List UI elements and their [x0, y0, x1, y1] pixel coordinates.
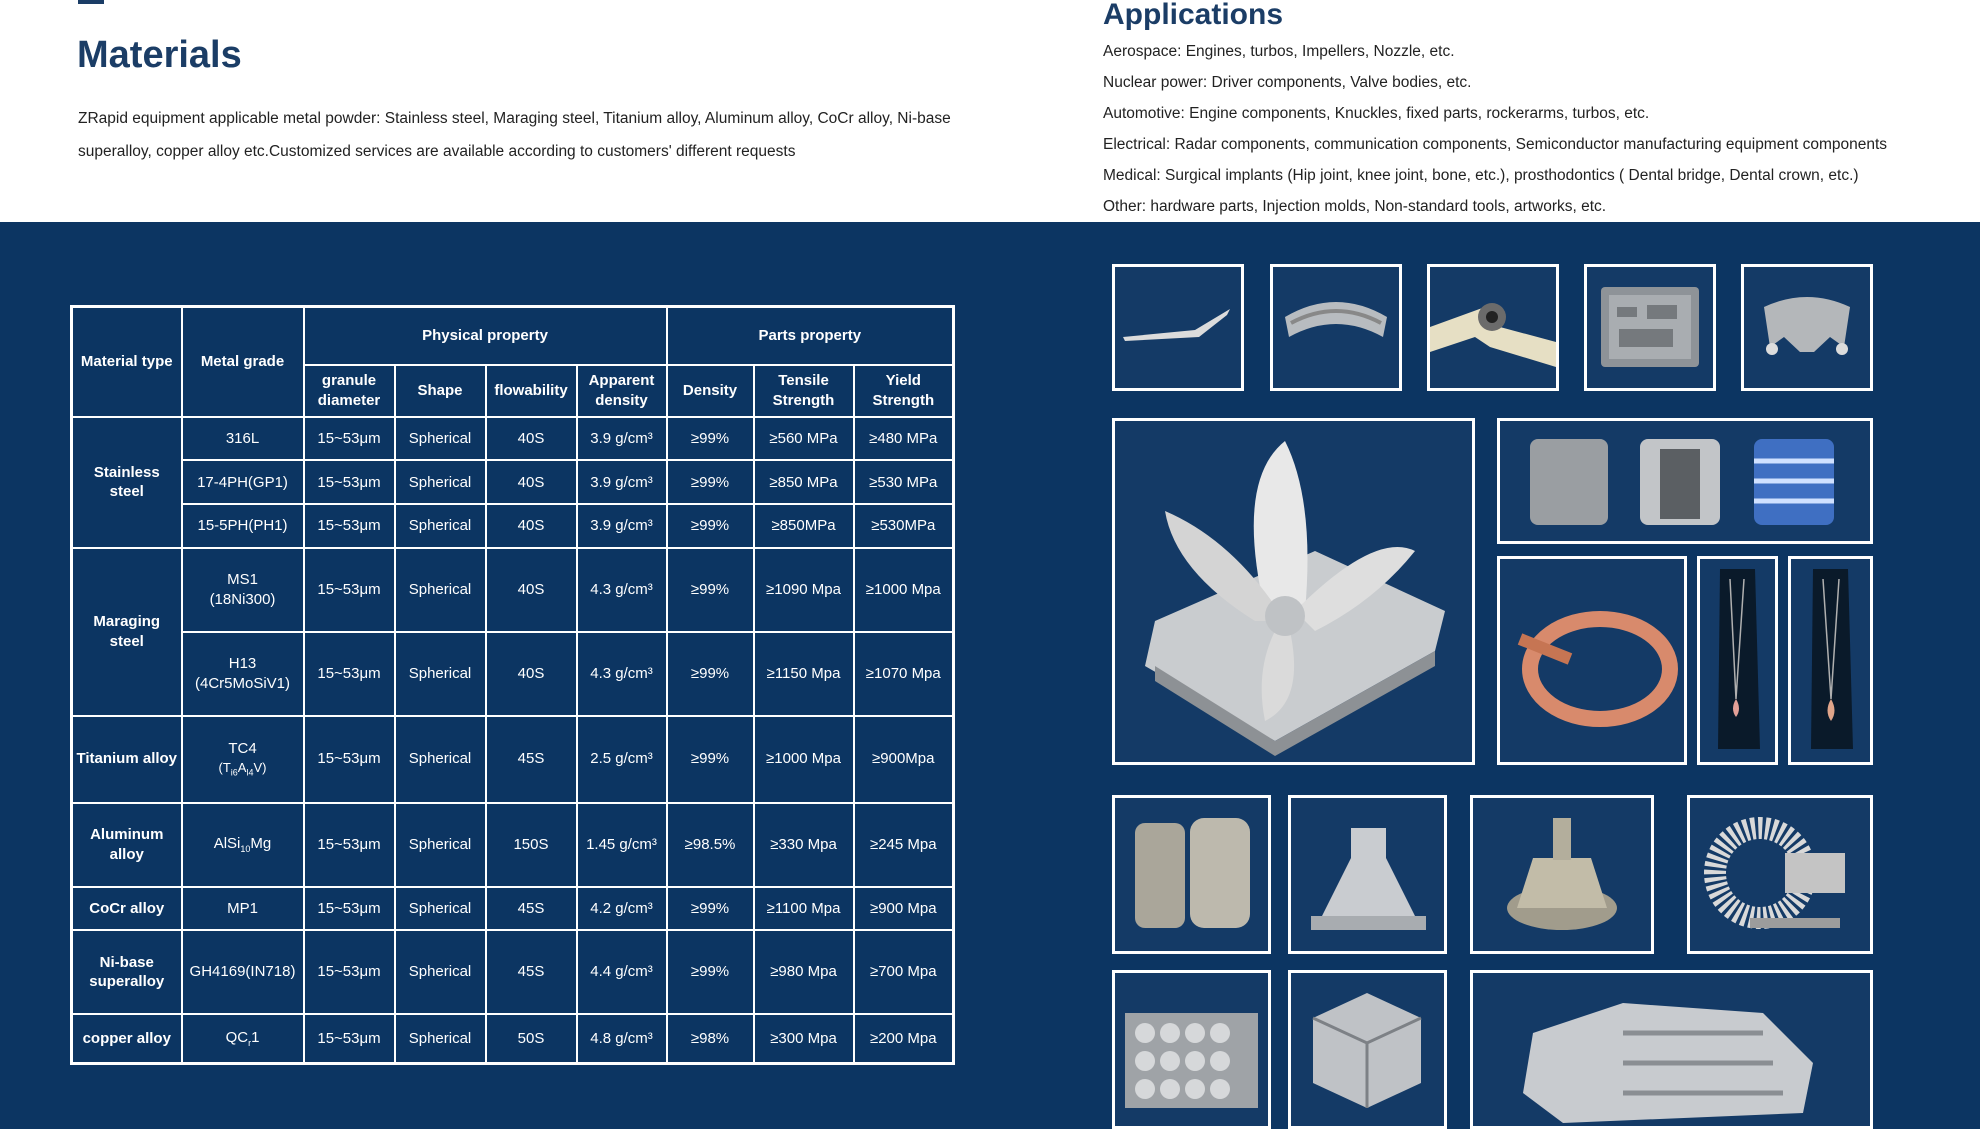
impeller-base-photo — [1470, 795, 1654, 954]
formula-subscript: i6 — [230, 767, 238, 778]
tensile-cell: ≥560 MPa — [754, 417, 854, 461]
density-cell: ≥98.5% — [667, 803, 754, 887]
header-density: Density — [667, 365, 754, 417]
grade-cell: MP1 — [182, 887, 304, 931]
valve-sleeves-photo — [1497, 418, 1873, 544]
shape-cell: Spherical — [395, 417, 486, 461]
table-row — [72, 716, 954, 803]
granule-cell: 15~53μm — [304, 632, 395, 716]
table-row — [72, 548, 954, 632]
copper-coil-photo — [1497, 556, 1687, 765]
header-apparent-density: Apparent density — [577, 365, 667, 417]
density-cell: ≥98% — [667, 1014, 754, 1063]
yield-cell: ≥530 MPa — [854, 460, 954, 504]
header-flowability: flowability — [486, 365, 577, 417]
yield-cell: ≥245 Mpa — [854, 803, 954, 887]
grade-line: (4Cr5MoSiV1) — [194, 674, 291, 692]
cup-array-photo — [1112, 970, 1271, 1129]
application-item: Aerospace: Engines, turbos, Impellers, Nozzle, etc. — [1103, 43, 1455, 60]
shape-cell: Spherical — [395, 548, 486, 632]
shape-cell: Spherical — [395, 803, 486, 887]
shape-cell: Spherical — [395, 1014, 486, 1063]
flowability-cell: 150S — [486, 803, 577, 887]
materials-description: ZRapid equipment applicable metal powder: Stainless steel, Maraging steel, Titanium alloy, Aluminum alloy, CoCr alloy, Ni-base superalloy, copper alloy etc.Customized services are available according to customers' different requests — [78, 110, 951, 160]
table-row — [72, 887, 954, 931]
granule-cell: 15~53μm — [304, 417, 395, 461]
header-yield-strength: Yield Strength — [854, 365, 954, 417]
lattice-cube-photo — [1288, 970, 1447, 1129]
granule-cell: 15~53μm — [304, 803, 395, 887]
apparent-density-cell: 3.9 g/cm³ — [577, 504, 667, 548]
apparent-density-cell: 4.3 g/cm³ — [577, 632, 667, 716]
shape-cell: Spherical — [395, 887, 486, 931]
formula-part: V) — [253, 760, 267, 776]
density-cell: ≥99% — [667, 548, 754, 632]
formula-part: Mg — [250, 834, 272, 852]
application-item: Other: hardware parts, Injection molds, Non-standard tools, artworks, etc. — [1103, 198, 1607, 215]
yield-cell: ≥900Mpa — [854, 716, 954, 803]
shape-cell: Spherical — [395, 930, 486, 1014]
applications-title: Applications — [1103, 0, 1284, 31]
gearbox-photo — [1470, 970, 1873, 1129]
flowability-cell: 40S — [486, 417, 577, 461]
header-metal-grade: Metal grade — [182, 307, 304, 417]
flowability-cell: 40S — [486, 548, 577, 632]
yield-cell: ≥200 Mpa — [854, 1014, 954, 1063]
header-granule-diameter: granule diameter — [304, 365, 395, 417]
apparent-density-cell: 3.9 g/cm³ — [577, 417, 667, 461]
tensile-cell: ≥330 Mpa — [754, 803, 854, 887]
shape-cell: Spherical — [395, 632, 486, 716]
table-row — [72, 803, 954, 887]
apparent-density-cell: 4.8 g/cm³ — [577, 1014, 667, 1063]
formula-subscript: 10 — [240, 843, 251, 854]
materials-title: Materials — [77, 34, 242, 76]
grade-cell: 316L — [182, 417, 304, 461]
granule-cell: 15~53μm — [304, 716, 395, 803]
grade-cell — [182, 632, 304, 716]
shape-cell: Spherical — [395, 716, 486, 803]
apparent-density-cell: 4.3 g/cm³ — [577, 548, 667, 632]
grade-cell: 17-4PH(GP1) — [182, 460, 304, 504]
material-type-cell: Aluminum alloy — [72, 803, 182, 887]
grade-cell — [182, 803, 304, 887]
application-item: Automotive: Engine components, Knuckles, fixed parts, rockerarms, turbos, etc. — [1103, 105, 1650, 122]
tensile-cell: ≥300 Mpa — [754, 1014, 854, 1063]
grade-line: H13 — [228, 655, 257, 673]
header-parts-property: Parts property — [667, 307, 954, 365]
apparent-density-cell: 1.45 g/cm³ — [577, 803, 667, 887]
density-cell: ≥99% — [667, 887, 754, 931]
yield-cell: ≥480 MPa — [854, 417, 954, 461]
shape-cell: Spherical — [395, 460, 486, 504]
necklace-display-photo — [1788, 556, 1873, 765]
yield-cell: ≥530MPa — [854, 504, 954, 548]
density-cell: ≥99% — [667, 716, 754, 803]
hip-implant-photo — [1427, 264, 1559, 391]
flowability-cell: 50S — [486, 1014, 577, 1063]
dental-bridge-photo — [1270, 264, 1402, 391]
apparent-density-cell: 2.5 g/cm³ — [577, 716, 667, 803]
manifold-photo — [1288, 795, 1447, 954]
grade-cell — [182, 1014, 304, 1063]
mold-plate-photo — [1584, 264, 1716, 391]
grade-line: MS1 — [227, 571, 258, 589]
density-cell: ≥99% — [667, 930, 754, 1014]
flowability-cell: 40S — [486, 504, 577, 548]
housing-parts-photo — [1112, 795, 1271, 954]
grade-line: TC4 — [228, 739, 257, 757]
lattice-impeller-photo — [1112, 418, 1475, 765]
yield-cell: ≥1070 Mpa — [854, 632, 954, 716]
formula-part: QC — [225, 1028, 249, 1046]
turbine-engine-photo — [1687, 795, 1873, 954]
yield-cell: ≥900 Mpa — [854, 887, 954, 931]
materials-spec-table — [70, 305, 955, 1065]
material-type-cell: copper alloy — [72, 1014, 182, 1063]
flowability-cell: 40S — [486, 632, 577, 716]
grade-cell: 15-5PH(PH1) — [182, 504, 304, 548]
tensile-cell: ≥850MPa — [754, 504, 854, 548]
formula-part: AlSi — [213, 834, 241, 852]
granule-cell: 15~53μm — [304, 930, 395, 1014]
grade-formula — [218, 760, 267, 778]
header-physical-property: Physical property — [304, 307, 667, 365]
formula-part: A — [237, 760, 247, 776]
grade-line: (18Ni300) — [209, 590, 276, 608]
density-cell: ≥99% — [667, 504, 754, 548]
density-cell: ≥99% — [667, 632, 754, 716]
flowability-cell: 45S — [486, 930, 577, 1014]
flowability-cell: 45S — [486, 716, 577, 803]
material-type-cell: Ni-base superalloy — [72, 930, 182, 1014]
blade-photo — [1112, 264, 1244, 391]
table-row — [72, 460, 954, 504]
grade-cell — [182, 548, 304, 632]
formula-subscript: l4 — [246, 767, 254, 778]
tensile-cell: ≥1100 Mpa — [754, 887, 854, 931]
tensile-cell: ≥1000 Mpa — [754, 716, 854, 803]
formula-part: 1 — [251, 1028, 260, 1046]
granule-cell: 15~53μm — [304, 504, 395, 548]
grade-cell: GH4169(IN718) — [182, 930, 304, 1014]
tensile-cell: ≥1090 Mpa — [754, 548, 854, 632]
table-row — [72, 504, 954, 548]
density-cell: ≥99% — [667, 460, 754, 504]
material-type-cell: Titanium alloy — [72, 716, 182, 803]
apparent-density-cell: 4.4 g/cm³ — [577, 930, 667, 1014]
apparent-density-cell: 4.2 g/cm³ — [577, 887, 667, 931]
application-item: Electrical: Radar components, communication components, Semiconductor manufacturing equipment components — [1103, 136, 1888, 153]
material-type-cell: CoCr alloy — [72, 887, 182, 931]
formula-part: (T — [218, 760, 231, 776]
grade-cell — [182, 716, 304, 803]
granule-cell: 15~53μm — [304, 887, 395, 931]
application-item: Nuclear power: Driver components, Valve bodies, etc. — [1103, 74, 1472, 91]
lattice-bracket-photo — [1741, 264, 1873, 391]
header-shape: Shape — [395, 365, 486, 417]
table-row — [72, 1014, 954, 1063]
tensile-cell: ≥980 Mpa — [754, 930, 854, 1014]
yield-cell: ≥700 Mpa — [854, 930, 954, 1014]
table-row — [72, 632, 954, 716]
application-item: Medical: Surgical implants (Hip joint, knee joint, bone, etc.), prosthodontics ( Dental bridge, Dental crown, etc.) — [1103, 167, 1859, 184]
apparent-density-cell: 3.9 g/cm³ — [577, 460, 667, 504]
header-tensile-strength: Tensile Strength — [754, 365, 854, 417]
material-type-cell: Stainless steel — [72, 417, 182, 549]
cutoff-heading-fragment — [78, 0, 104, 4]
header-material-type: Material type — [72, 307, 182, 417]
granule-cell: 15~53μm — [304, 460, 395, 504]
yield-cell: ≥1000 Mpa — [854, 548, 954, 632]
granule-cell: 15~53μm — [304, 1014, 395, 1063]
table-row — [72, 417, 954, 461]
formula-subscript: r — [248, 1037, 252, 1048]
applications-list — [1103, 36, 1887, 222]
material-type-cell: Maraging steel — [72, 548, 182, 715]
necklace-display-photo — [1697, 556, 1778, 765]
shape-cell: Spherical — [395, 504, 486, 548]
flowability-cell: 40S — [486, 460, 577, 504]
density-cell: ≥99% — [667, 417, 754, 461]
tensile-cell: ≥850 MPa — [754, 460, 854, 504]
flowability-cell: 45S — [486, 887, 577, 931]
tensile-cell: ≥1150 Mpa — [754, 632, 854, 716]
table-row — [72, 930, 954, 1014]
granule-cell: 15~53μm — [304, 548, 395, 632]
